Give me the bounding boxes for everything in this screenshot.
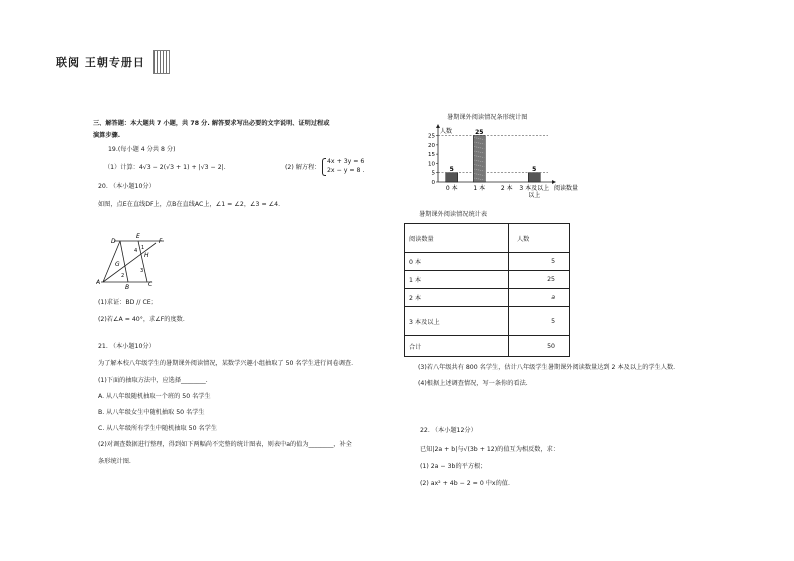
fig-angle-4: 4 — [134, 248, 138, 254]
q21-option-c: C. 从八年级所有学生中随机抽取 50 名学生 — [98, 425, 218, 432]
q20-part1: (1)求证：BD // CE； — [98, 299, 157, 306]
fig-label-g: G — [115, 261, 120, 268]
fig-label-h: H — [144, 252, 149, 259]
chart-title: 暑期课外阅读情况条形统计图 — [447, 114, 528, 121]
y-tick-label: 10 — [428, 161, 435, 168]
header-watermark: 联阅 王朝专册日 — [56, 56, 145, 69]
y-tick-label: 20 — [428, 142, 435, 149]
q22-part1: (1) 2a − 3b的平方根； — [420, 463, 487, 470]
fig-label-f: F — [159, 238, 163, 245]
x-tick-label: 2 本 — [500, 185, 513, 192]
fig-angle-2: 2 — [121, 273, 125, 279]
q21-part4: (4)根据上述调查情况，写一条你的看法. — [418, 380, 528, 387]
table-cell: 2 本 — [405, 289, 509, 307]
y-tick-label: 15 — [428, 152, 435, 159]
y-tick-label: 5 — [431, 170, 435, 177]
bar — [446, 173, 458, 182]
table-row — [405, 253, 570, 271]
q21-intro: 为了解本校八年级学生的暑期课外阅读情况，某数学兴趣小组抽取了 50 名学生进行问卷调查. — [98, 360, 354, 367]
table-cell: 25 — [509, 271, 570, 289]
data-label: 25 — [475, 129, 484, 137]
stat-table — [404, 223, 570, 357]
qr-code-icon — [153, 50, 170, 74]
q22-part2: (2) ax² + 4b − 2 = 0 中x的值. — [420, 480, 510, 487]
x-axis-label: 阅读数量 — [554, 185, 579, 192]
x-tick-label-line2: 以上 — [528, 192, 541, 199]
table-cell: 5 — [509, 307, 570, 336]
data-label: 5 — [532, 166, 537, 174]
y-tick-label: 25 — [428, 133, 435, 140]
fig-angle-1: 1 — [141, 245, 145, 251]
x-tick-label: 0 本 — [445, 185, 458, 192]
data-label: 5 — [449, 166, 454, 174]
section-title: 三、解答题：本大题共 7 小题，共 78 分. 解答要求写出必要的文字说明、证明过程或 — [93, 120, 330, 127]
bar-chart — [418, 122, 588, 204]
fig-label-d: D — [111, 238, 116, 245]
q21-part2: (2)对调查数据进行整理，得到如下两幅尚不完整的统计图表，则表中a的值为________，补全 — [98, 441, 352, 448]
q20-part2: (2)若∠A = 40°，求∠F的度数. — [98, 316, 185, 323]
x-tick-label: 3 本及以上 — [519, 185, 550, 192]
table-header-row — [405, 224, 570, 253]
fig-label-b: B — [125, 284, 130, 290]
y-tick-label: 0 — [431, 180, 435, 186]
table-row — [405, 289, 570, 307]
section-title-cont: 演算步骤. — [93, 132, 121, 139]
table-cell: a — [509, 289, 570, 307]
table-cell: 5 — [509, 253, 570, 271]
equation-brace — [322, 158, 326, 176]
q19-part2-label: (2) 解方程： — [285, 164, 321, 171]
table-cell: 0 本 — [405, 253, 509, 271]
q21-part1: (1)下面的抽取方法中，应选择________. — [98, 377, 208, 384]
table-cell: 3 本及以上 — [405, 307, 509, 336]
q19-eq2: 2x − y = 8 . — [327, 167, 365, 174]
geometry-figure — [96, 232, 176, 290]
table-header-cell: 阅读数量 — [405, 224, 509, 253]
table-cell: 50 — [509, 336, 570, 357]
q19-part1: （1）计算：4√3 − 2(√3 + 1) + |√3 − 2|. — [104, 164, 226, 171]
table-row — [405, 336, 570, 357]
q20-title: 20. （本小题10分） — [98, 183, 155, 190]
table-cell: 合计 — [405, 336, 509, 357]
fig-label-c: C — [148, 281, 153, 288]
table-cell: 1 本 — [405, 271, 509, 289]
x-axis-arrow — [552, 180, 556, 184]
q19-title: 19.(每小题 4 分共 8 分) — [108, 146, 176, 153]
x-tick-label: 1 本 — [473, 185, 486, 192]
q21-part3: (3)若八年级共有 800 名学生，估计八年级学生暑期课外阅读数量达到 2 本及以上的学生人数. — [418, 364, 676, 371]
q21-part2-cont: 条形统计图. — [98, 458, 131, 465]
table-title: 暑期课外阅读情况统计表 — [419, 211, 488, 218]
table-header-cell: 人数 — [509, 224, 570, 253]
q22-title: 22. （本小题12分） — [420, 427, 477, 434]
y-axis-label: 人数 — [440, 128, 453, 135]
fig-label-a: A — [96, 279, 101, 286]
q22-text: 已知|2a + b|与√(3b + 12)的值互为相反数，求： — [420, 446, 560, 453]
q20-text: 如图，点E在直线DF上，点B在直线AC上，∠1 = ∠2，∠3 = ∠4. — [98, 201, 281, 208]
q21-title: 21. （本小题10分） — [98, 343, 155, 350]
fig-label-e: E — [136, 233, 140, 240]
table-row — [405, 271, 570, 289]
table-row — [405, 307, 570, 336]
q19-eq1: 4x + 3y = 6 — [327, 158, 365, 165]
q21-option-b: B. 从八年级女生中随机抽取 50 名学生 — [98, 409, 205, 416]
q21-option-a: A. 从八年级随机抽取一个班的 50 名学生 — [98, 393, 211, 400]
fig-angle-3: 3 — [140, 268, 144, 274]
bar — [528, 173, 540, 182]
